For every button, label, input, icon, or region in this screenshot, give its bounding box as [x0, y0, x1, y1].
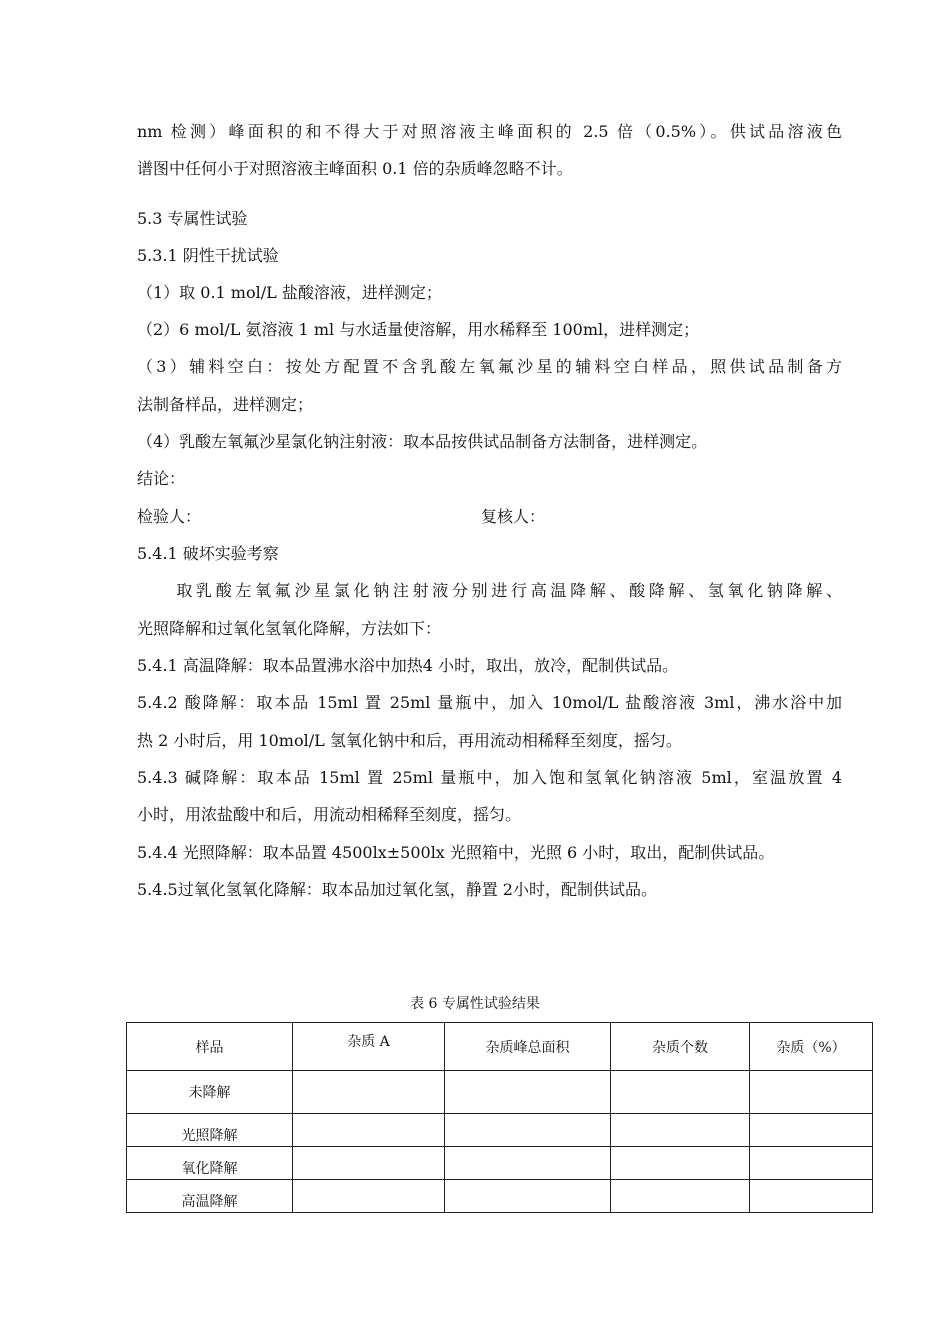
paragraph-line: nm 检测）峰面积的和不得大于对照溶液主峰面积的 2.5 倍（0.5%）。供试品溶液色	[137, 122, 842, 141]
table-header-cell: 杂质（%）	[750, 1023, 873, 1071]
subsection-heading: 5.3.1 阴性干扰试验	[137, 246, 279, 265]
paragraph-line: （2）6 mol/L 氨溶液 1 ml 与水适量使溶解，用水稀释至 100ml，进样测定；	[137, 320, 700, 339]
paragraph-line: 光照降解和过氧化氢氧化降解，方法如下：	[137, 619, 442, 638]
table-header-cell: 杂质 A	[293, 1023, 445, 1071]
table-cell	[750, 1114, 873, 1147]
table-header-cell: 杂质峰总面积	[445, 1023, 611, 1071]
paragraph-line: 法制备样品，进样测定；	[137, 395, 314, 414]
table-cell-sample: 光照降解	[127, 1114, 293, 1147]
table-row	[127, 1147, 873, 1180]
table-header-row	[127, 1023, 873, 1071]
table-cell-sample: 氧化降解	[127, 1147, 293, 1180]
table-cell	[293, 1114, 445, 1147]
table-cell	[293, 1071, 445, 1114]
table-cell	[611, 1180, 750, 1213]
table-cell	[445, 1180, 611, 1213]
conclusion-label: 结论：	[137, 469, 186, 488]
paragraph-line: 谱图中任何小于对照溶液主峰面积 0.1 倍的杂质峰忽略不计。	[137, 159, 573, 178]
table-row	[127, 1180, 873, 1213]
paragraph-line: （1）取 0.1 mol/L 盐酸溶液，进样测定；	[137, 283, 442, 302]
table-cell-sample: 高温降解	[127, 1180, 293, 1213]
table-cell	[445, 1114, 611, 1147]
table-cell	[445, 1071, 611, 1114]
paragraph-line: 5.4.4 光照降解：取本品置 4500lx±500lx 光照箱中，光照 6 小时，取出，配制供试品。	[137, 843, 775, 862]
table-cell	[293, 1147, 445, 1180]
paragraph-line: 5.4.2 酸降解：取本品 15ml 置 25ml 量瓶中，加入 10mol/L 盐酸溶液 3ml，沸水浴中加	[137, 693, 842, 712]
table-cell	[750, 1180, 873, 1213]
section-heading: 5.3 专属性试验	[137, 209, 248, 228]
table-cell	[611, 1114, 750, 1147]
paragraph-line: 5.4.5过氧化氢氧化降解：取本品加过氧化氢，静置 2小时，配制供试品。	[137, 880, 657, 899]
reviewer-signature-label: 复核人：	[481, 507, 546, 526]
results-table	[126, 1022, 873, 1213]
paragraph-line: 热 2 小时后，用 10mol/L 氢氧化钠中和后，再用流动相稀释至刻度，摇匀。	[137, 731, 682, 750]
table-cell	[445, 1147, 611, 1180]
paragraph-line: 5.4.3 碱降解：取本品 15ml 置 25ml 量瓶中，加入饱和氢氧化钠溶液 5ml，室温放置 4	[137, 768, 842, 787]
paragraph-line: 小时，用浓盐酸中和后，用流动相稀释至刻度，摇匀。	[137, 805, 522, 824]
table-header-cell: 样品	[127, 1023, 293, 1071]
table-cell	[750, 1071, 873, 1114]
table-row	[127, 1114, 873, 1147]
paragraph-line: 取乳酸左氧氟沙星氯化钠注射液分别进行高温降解、酸降解、氢氧化钠降解、	[137, 581, 842, 600]
table-caption: 表 6 专属性试验结果	[410, 996, 540, 1012]
table-cell	[611, 1147, 750, 1180]
subsection-heading: 5.4.1 破坏实验考察	[137, 544, 279, 563]
table-cell	[611, 1071, 750, 1114]
table-row	[127, 1071, 873, 1114]
paragraph-line: （3）辅料空白：按处方配置不含乳酸左氧氟沙星的辅料空白样品，照供试品制备方	[137, 357, 842, 376]
paragraph-line: （4）乳酸左氧氟沙星氯化钠注射液：取本品按供试品制备方法制备，进样测定。	[137, 432, 708, 451]
table-cell-sample: 未降解	[127, 1071, 293, 1114]
table-cell	[293, 1180, 445, 1213]
table-cell	[750, 1147, 873, 1180]
paragraph-line: 5.4.1 高温降解：取本品置沸水浴中加热4 小时，取出，放冷，配制供试品。	[137, 656, 679, 675]
table-header-cell: 杂质个数	[611, 1023, 750, 1071]
inspector-signature-label: 检验人：	[137, 507, 202, 526]
